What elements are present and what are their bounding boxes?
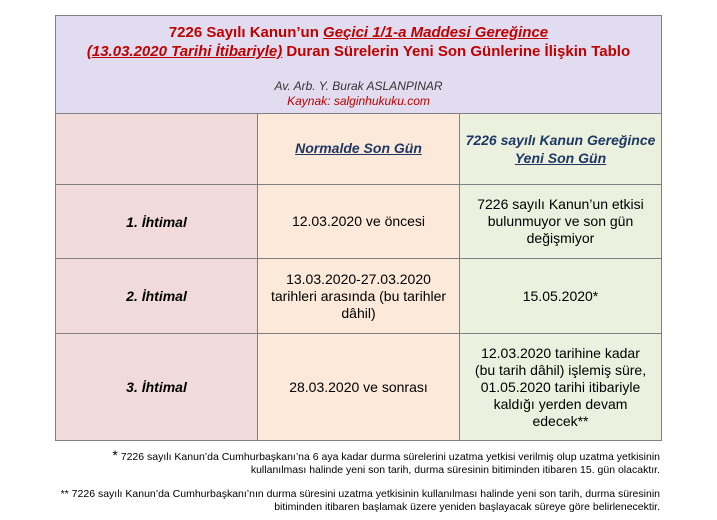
title-prefix: 7226 Sayılı Kanun’un: [168, 24, 324, 41]
normal-deadline-cell: [258, 259, 460, 334]
new-deadline-text: 7226 sayılı Kanun’un etkisi bulunmuyor ve son gün değişmiyor: [477, 196, 644, 246]
title-line-1: [56, 23, 661, 42]
column-header-row: [56, 114, 662, 185]
new-deadline-text: 15.05.2020*: [522, 287, 599, 304]
new-deadline-cell: [460, 185, 662, 259]
title-date-ref: (13.03.2020 Tarihi İtibariyle): [86, 43, 283, 60]
footnote-2-mark: **: [60, 488, 69, 500]
new-deadline-cell: [460, 334, 662, 441]
footnote-2-text: 7226 sayılı Kanun’da Cumhurbaşkanı’nın durma süresini uzatma yetkisinin kullanılması halinde yeni son tarih, durma süresinin bitiminden itibaren başlamak üzere yeniden başlayacak süreye göre belirlenecektir.: [68, 488, 660, 513]
table-row: [56, 334, 662, 441]
normal-deadline-text: 12.03.2020 ve öncesi: [291, 213, 426, 229]
author-name: Av. Arb. Y. Burak ASLANPINAR: [274, 79, 443, 93]
normal-deadline-cell: [258, 185, 460, 259]
title-line-2: [56, 42, 661, 61]
column-header-new-text: [460, 131, 661, 167]
normal-deadline-text: 13.03.2020-27.03.2020 tarihleri arasında (bu tarihler dâhil): [270, 270, 447, 321]
table-row: [56, 185, 662, 259]
title-article-ref: Geçici 1/1-a Maddesi Gereğince: [323, 24, 549, 41]
new-deadline-text: 12.03.2020 tarihine kadar (bu tarih dâhil) işlemiş süre, 01.05.2020 tarihi itibariyle kaldığı yerden devam edecek**: [474, 344, 647, 429]
footnote-1-mark: *: [112, 447, 118, 463]
new-deadline-cell: [460, 259, 662, 334]
empty-corner-cell: [56, 114, 258, 185]
table-row: [56, 259, 662, 334]
deadline-table: [55, 15, 662, 441]
source-line: Kaynak: salginhukuku.com: [287, 94, 430, 108]
column-header-new: [460, 114, 662, 185]
normal-deadline-text: 28.03.2020 ve sonrası: [289, 378, 428, 395]
row-label: 2. İhtimal: [56, 259, 258, 334]
column-header-new-line1: 7226 sayılı Kanun Gereğince: [465, 132, 656, 148]
footnote-2: [60, 488, 660, 514]
table-header: [56, 16, 662, 114]
column-header-new-line2: Yeni Son Gün: [514, 150, 607, 166]
row-label: 3. İhtimal: [56, 334, 258, 441]
row-label: 1. İhtimal: [56, 185, 258, 259]
title-suffix: Duran Sürelerin Yeni Son Günlerine İlişkin Tablo: [282, 43, 631, 60]
footnote-1-text: 7226 sayılı Kanun’da Cumhurbaşkanı’na 6 aya kadar durma sürelerini uzatma yetkisi verilmiş olup uzatma yetkisinin kullanılması halinde yeni son tarih, durma süresinin bitiminden itibaren 15. gün olacaktır.: [117, 451, 660, 476]
column-header-normal-text: Normalde Son Gün: [295, 140, 422, 156]
normal-deadline-cell: [258, 334, 460, 441]
footnote-1: [60, 449, 660, 477]
column-header-normal: [258, 114, 460, 185]
